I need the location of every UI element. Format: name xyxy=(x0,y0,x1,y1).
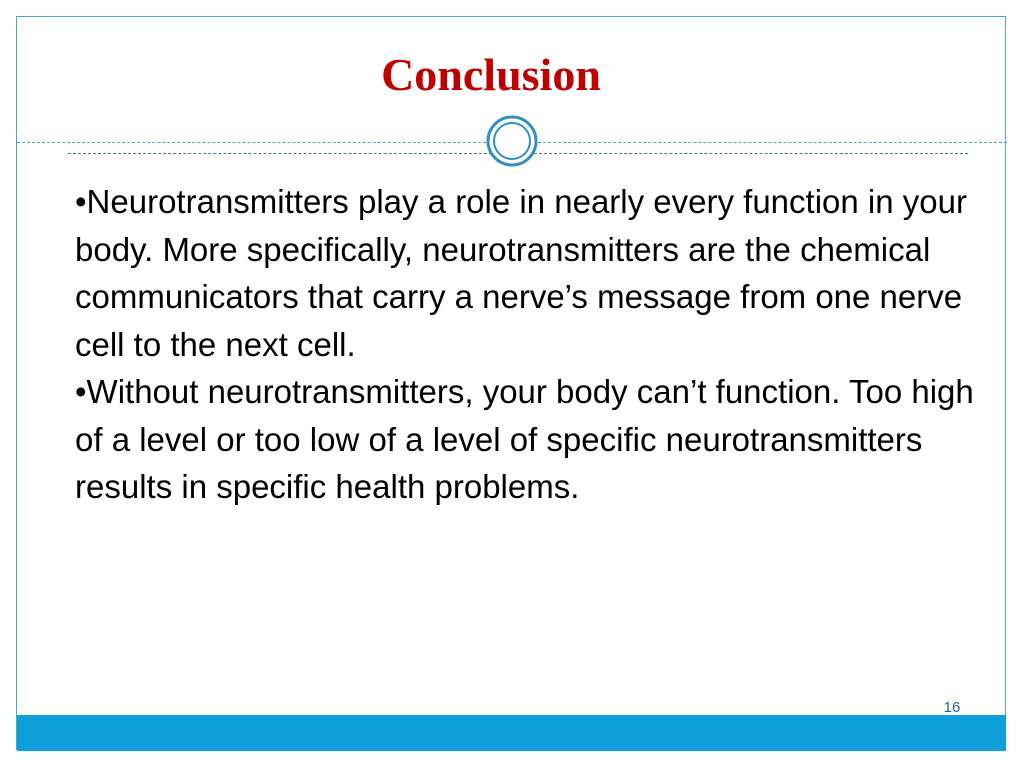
page-number: 16 xyxy=(943,699,961,716)
slide-title: Conclusion xyxy=(381,49,601,100)
bullet-item-2: •Without neurotransmitters, your body can’t function. Too high of a level or too low of a level of specific neurotransmitters results in specific health problems. xyxy=(75,373,974,505)
footer-bar xyxy=(17,715,1006,751)
double-circle-icon xyxy=(486,115,538,167)
slide-body xyxy=(75,178,975,511)
bullet-item-1: •Neurotransmitters play a role in nearly every function in your body. More specifically, neurotransmitters are the chemical communicators that carry a nerve’s message from one nerve cell to the next cell. xyxy=(75,183,967,363)
